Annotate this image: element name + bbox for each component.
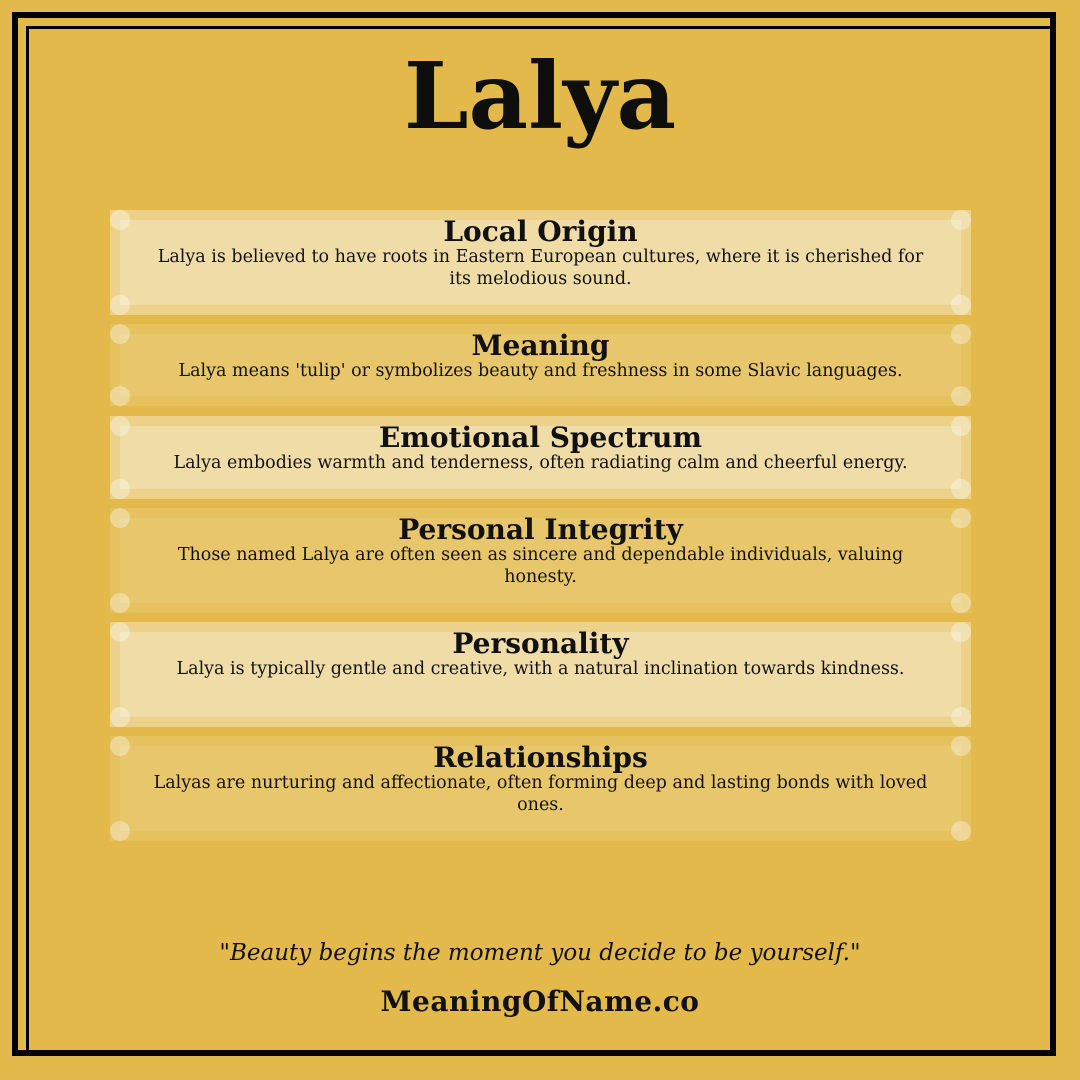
section-text: Lalya means 'tulip' or symbolizes beauty and freshness in some Slavic languages. [178, 361, 903, 381]
section-text: Those named Lalya are often seen as sincere and dependable individuals, valuing honesty. [177, 545, 904, 587]
corner-dot [110, 821, 130, 841]
corner-dot [951, 707, 971, 727]
name-title: Lalya [403, 42, 677, 150]
section-text: Lalya is believed to have roots in Eastern European cultures, where it is cherished for its melodious sound. [157, 247, 924, 289]
section-card-personality [110, 622, 971, 727]
corner-dot [110, 707, 130, 727]
section-text: Lalya is typically gentle and creative, with a natural inclination towards kindness. [176, 659, 905, 679]
section-heading: Emotional Spectrum [378, 421, 703, 454]
corner-dot [951, 386, 971, 406]
section-heading: Personal Integrity [398, 513, 683, 546]
corner-dot [951, 295, 971, 315]
corner-dot [951, 479, 971, 499]
section-card-emotional-spectrum [110, 416, 971, 499]
section-card-personal-integrity [110, 508, 971, 613]
section-heading: Meaning [471, 329, 610, 362]
section-heading: Local Origin [443, 215, 638, 248]
corner-dot [110, 386, 130, 406]
corner-dot [110, 479, 130, 499]
quote: "Beauty begins the moment you decide to be yourself." [219, 940, 861, 966]
corner-dot [951, 821, 971, 841]
corner-dot [951, 593, 971, 613]
section-heading: Personality [452, 627, 629, 660]
corner-dot [110, 593, 130, 613]
section-text: Lalyas are nurturing and affectionate, often forming deep and lasting bonds with loved ones. [153, 773, 928, 815]
site-name: MeaningOfName.co [380, 985, 700, 1018]
section-heading: Relationships [433, 741, 648, 774]
section-card-local-origin [110, 210, 971, 315]
section-card-meaning [110, 324, 971, 406]
section-text: Lalya embodies warmth and tenderness, often radiating calm and cheerful energy. [173, 453, 908, 473]
section-card-relationships [110, 736, 971, 841]
corner-dot [110, 295, 130, 315]
